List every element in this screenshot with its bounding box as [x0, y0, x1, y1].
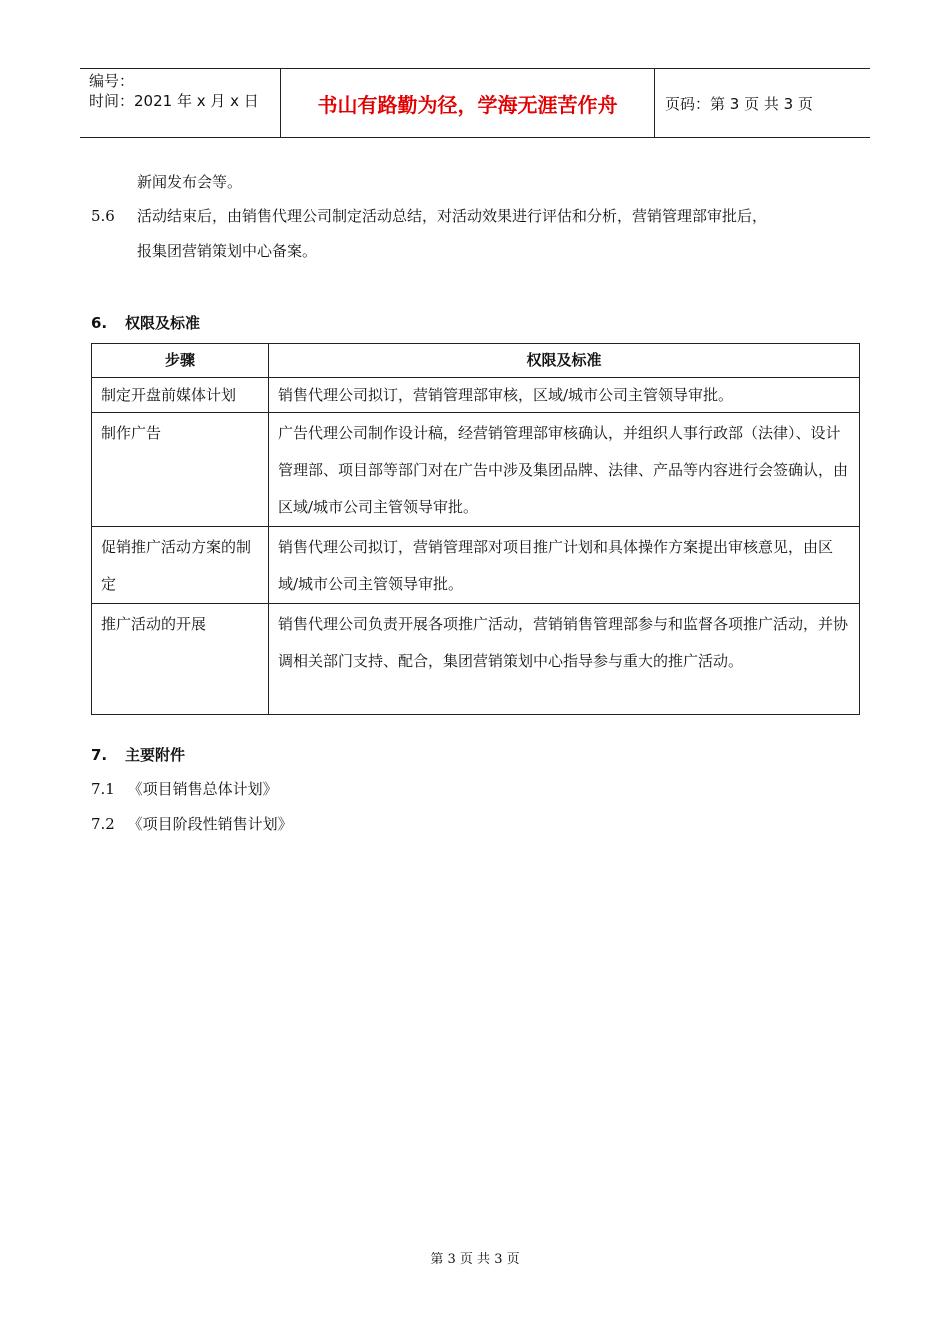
standard-cell: [269, 527, 860, 604]
table-row: [92, 527, 860, 604]
attachment-title: 《项目阶段性销售计划》: [127, 815, 293, 833]
standard-text: 广告代理公司制作设计稿，经营销管理部审核确认，并组织人事行政部（法律）、设计管理部、项目部等部门对在广告中涉及集团品牌、法律、产品等内容进行会签确认，由区域/城市公司主管领导审批。: [278, 424, 849, 516]
attachment-item: [91, 814, 293, 834]
column-header-step: 步骤: [92, 344, 269, 378]
step-cell: [92, 527, 269, 604]
standard-cell: [269, 413, 860, 527]
item-5-6-line2: 报集团营销策划中心备案。: [137, 242, 318, 260]
document-date: 时间：2021 年 x 月 x 日: [89, 92, 259, 110]
standard-cell: [269, 604, 860, 715]
table-row: [92, 604, 860, 715]
attachment-number: 7.2: [91, 815, 115, 833]
column-header-standard: 权限及标准: [269, 344, 860, 378]
section-7-heading: [91, 744, 185, 765]
document-number-label: 编号：: [89, 72, 135, 90]
table-row: [92, 378, 860, 413]
step-cell: [92, 413, 269, 527]
step-text: 推广活动的开展: [101, 615, 207, 633]
rights-table: [91, 343, 860, 715]
table-row: [92, 413, 860, 527]
section-7-title: 主要附件: [125, 746, 186, 764]
step-cell: [92, 604, 269, 715]
section-6-heading: [91, 312, 200, 333]
standard-text: 销售代理公司负责开展各项推广活动，营销销售管理部参与和监督各项推广活动，并协调相关部门支持、配合，集团营销策划中心指导参与重大的推广活动。: [278, 615, 849, 670]
standard-cell: [269, 378, 860, 413]
item-5-6-line1: 活动结束后，由销售代理公司制定活动总结，对活动效果进行评估和分析，营销管理部审批后，: [137, 207, 768, 225]
standard-text: 销售代理公司拟订，营销管理部审核，区域/城市公司主管领导审批。: [278, 386, 734, 404]
section-7-number: 7.: [91, 746, 108, 764]
header-meta: [80, 69, 281, 137]
attachment-item: [91, 779, 278, 799]
step-text: 制定开盘前媒体计划: [101, 386, 237, 404]
continuation-text: 新闻发布会等。: [137, 173, 243, 191]
step-cell: [92, 378, 269, 413]
section-6-number: 6.: [91, 314, 108, 332]
table-header-row: [92, 344, 860, 378]
item-5-6-number: 5.6: [91, 207, 115, 225]
page-footer: 第 3 页 共 3 页: [430, 1252, 520, 1267]
header-page-info: 页码：第 3 页 共 3 页: [665, 94, 813, 113]
step-text: 促销推广活动方案的制定: [101, 538, 252, 593]
document-header: [80, 68, 870, 138]
attachment-number: 7.1: [91, 780, 115, 798]
attachment-title: 《项目销售总体计划》: [127, 780, 278, 798]
standard-text: 销售代理公司拟订，营销管理部对项目推广计划和具体操作方案提出审核意见，由区域/城市公司主管领导审批。: [278, 538, 834, 593]
section-6-title: 权限及标准: [125, 314, 201, 332]
header-motto: 书山有路勤为径，学海无涯苦作舟: [281, 69, 655, 137]
step-text: 制作广告: [101, 424, 162, 442]
